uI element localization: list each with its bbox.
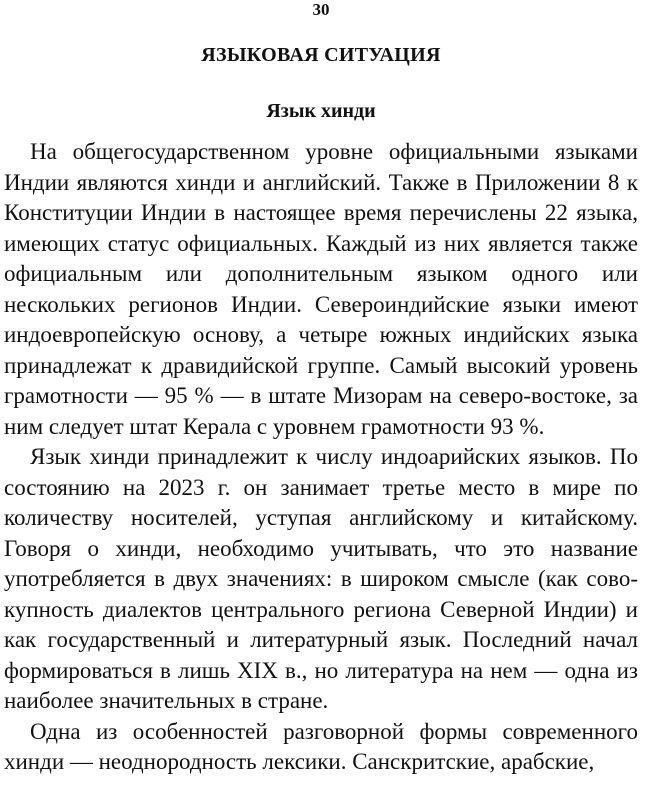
- section-title: Язык хинди: [266, 100, 376, 122]
- paragraph: Язык хинди принадлежит к числу индоарийских языков. По состоянию на 2023 г. он занимает третье место в мире по количеству носителей, уступая английскому и китайскому. Говоря о хинди, необходимо учитывать, что это название употребляется в двух значениях: в широком смысле (как совокупность диалектов центрального региона Северной Индии) и как государственный и литературный язык. Последний начал формироваться в лишь XIX в., но литература на нем — одна из наиболее значительных в стране.: [4, 444, 638, 713]
- chapter-title: ЯЗЫКОВАЯ СИТУАЦИЯ: [201, 44, 441, 66]
- paragraph: Одна из особенностей разговорной формы современного хинди — неоднородность лексики. Санскритские, арабские,: [4, 718, 638, 774]
- paragraph: На общегосударственном уровне официальными языками Индии являются хинди и английский. Также в Приложении 8 к Конституции Индии в настоящее время перечислены 22 языка, имеющих статус официальных. Каждый из них является также официальным или дополнительным языком одного или нескольких регионов Индии. Североиндийские языки имеют индоевропейскую основу, а четыре южных индийских языка принадлежат к дравидийской группе. Самый высокий уровень грамотности — 95 % — в штате Мизорам на северо-востоке, за ним следует штат Керала с уровнем грамотности 93 %.: [4, 139, 638, 439]
- page-number: 30: [312, 0, 330, 19]
- body-text: [4, 137, 638, 778]
